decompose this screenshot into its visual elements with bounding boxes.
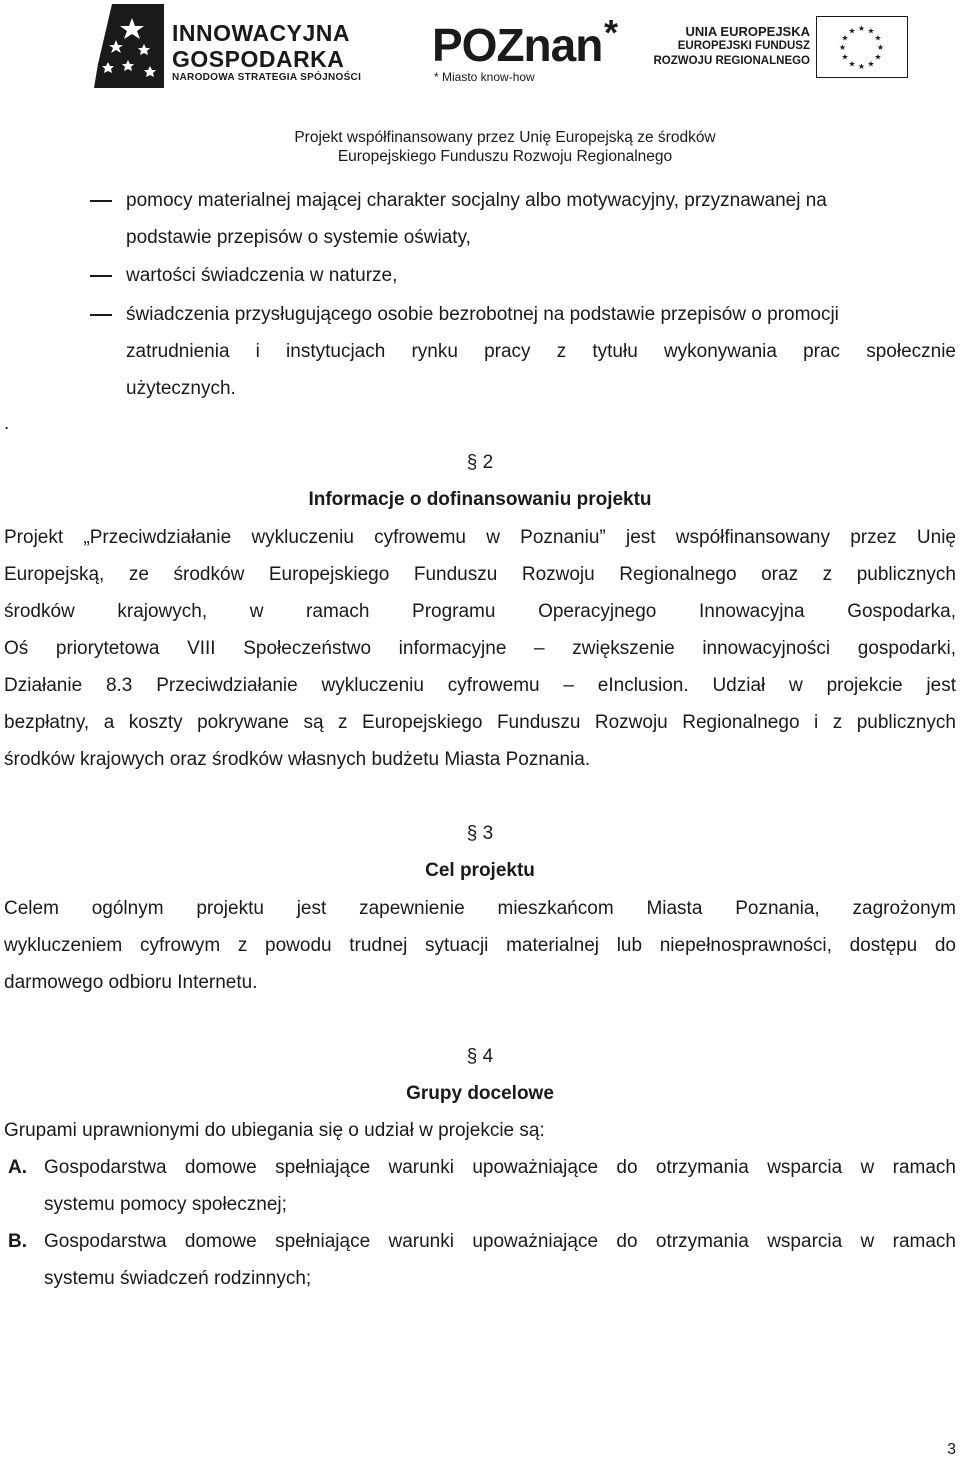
svg-text:★: ★ [841, 33, 849, 43]
section-number: § 2 [466, 452, 494, 473]
list-item-continuation: zatrudnienia i instytucjach rynku pracy z tytułu wykonywania prac społecznie [126, 341, 956, 362]
svg-text:★: ★ [848, 26, 856, 36]
section-number: § 3 [466, 823, 494, 844]
list-item: Gospodarstwa domowe spełniające warunki upoważniające do otrzymania wsparcia w ramach [44, 1157, 956, 1178]
list-marker: B. [8, 1231, 27, 1252]
poznan-star-icon: * [604, 12, 619, 53]
innowacyjna-gospodarka-logo [94, 4, 384, 88]
paragraph-line: Projekt „Przeciwdziałanie wykluczeniu cyfrowemu w Poznaniu” jest współfinansowany przez Unię [4, 527, 956, 548]
poznan-logo [432, 12, 632, 88]
paragraph-line: darmowego odbioru Internetu. [4, 972, 258, 993]
eu-logo-line2: EUROPEJSKI FUNDUSZ [677, 40, 810, 52]
eu-logo-line3: ROZWOJU REGIONALNEGO [653, 55, 810, 67]
ig-logo-line3: NARODOWA STRATEGIA SPÓJNOŚCI [172, 72, 362, 83]
list-item: świadczenia przysługującego osobie bezrobotnej na podstawie przepisów o promocji [126, 304, 839, 325]
list-marker: A. [8, 1157, 27, 1178]
svg-text:★: ★ [857, 24, 866, 33]
paragraph-line: Europejską, ze środków Europejskiego Funduszu Rozwoju Regionalnego oraz z publicznych [4, 564, 956, 585]
list-dash-icon [90, 200, 112, 202]
eu-flag-icon [816, 16, 908, 78]
paragraph-line: wykluczeniem cyfrowym z powodu trudnej sytuacji materialnej lub niepełnosprawności, dostępu do [4, 935, 956, 956]
cofinancing-line1: Projekt współfinansowany przez Unię Europejską ze środków [294, 129, 716, 146]
eu-logo-line1: UNIA EUROPEJSKA [685, 24, 810, 39]
svg-text:★: ★ [874, 52, 882, 62]
svg-text:★: ★ [867, 59, 875, 69]
paragraph-line: środków krajowych, w ramach Programu Operacyjnego Innowacyjna Gospodarka, [4, 601, 956, 622]
svg-text:★: ★ [841, 52, 849, 62]
section-number: § 4 [466, 1046, 494, 1067]
paragraph-line: Działanie 8.3 Przeciwdziałanie wykluczeniu cyfrowemu – eInclusion. Udział w projekcie jest [4, 675, 956, 696]
list-item: Gospodarstwa domowe spełniające warunki upoważniające do otrzymania wsparcia w ramach [44, 1231, 956, 1252]
section-title: Grupy docelowe [406, 1083, 554, 1104]
svg-text:★: ★ [848, 59, 856, 69]
ig-logo-line1: INNOWACYJNA [172, 20, 351, 46]
paragraph-line: środków krajowych oraz środków własnych budżetu Miasta Poznania. [4, 749, 591, 770]
poznan-tagline: * Miasto know-how [434, 70, 535, 84]
section-title: Cel projektu [425, 860, 535, 881]
svg-text:★: ★ [876, 43, 885, 52]
svg-text:★: ★ [857, 62, 866, 71]
eu-logo [653, 16, 914, 86]
stray-dot: . [4, 413, 10, 434]
paragraph-line: Celem ogólnym projektu jest zapewnienie mieszkańcom Miasta Poznania, zagrożonym [4, 898, 956, 919]
paragraph-line: Oś priorytetowa VIII Społeczeństwo informacyjne – zwiększenie innowacyjności gospodarki, [4, 638, 956, 659]
paragraph-line: bezpłatny, a koszty pokrywane są z Europejskiego Funduszu Rozwoju Regionalnego i z publicznych [4, 712, 956, 733]
svg-text:★: ★ [874, 33, 882, 43]
list-item: pomocy materialnej mającej charakter socjalny albo motywacyjny, przyznawanej na [126, 190, 827, 211]
list-item-continuation: systemu pomocy społecznej; [44, 1194, 287, 1215]
list-dash-icon [90, 314, 112, 316]
cofinancing-line2: Europejskiego Funduszu Rozwoju Regionalnego [337, 148, 673, 165]
page-number: 3 [947, 1441, 956, 1458]
svg-text:★: ★ [838, 43, 847, 52]
ig-logo-line2: GOSPODARKA [172, 46, 345, 72]
eu-logo-text [653, 24, 810, 69]
paragraph-line: Grupami uprawnionymi do ubiegania się o udział w projekcie są: [4, 1120, 545, 1141]
list-item-continuation: systemu świadczeń rodzinnych; [44, 1268, 312, 1289]
ig-emblem-icon [94, 4, 164, 88]
list-item-continuation: podstawie przepisów o systemie oświaty, [126, 227, 471, 248]
section-title: Informacje o dofinansowaniu projektu [308, 489, 652, 510]
svg-text:★: ★ [867, 26, 875, 36]
list-dash-icon [90, 275, 112, 277]
cofinancing-note [270, 128, 740, 166]
list-item-continuation: użytecznych. [126, 378, 236, 399]
list-item: wartości świadczenia w naturze, [126, 265, 398, 286]
poznan-wordmark: POZnan [432, 19, 603, 71]
